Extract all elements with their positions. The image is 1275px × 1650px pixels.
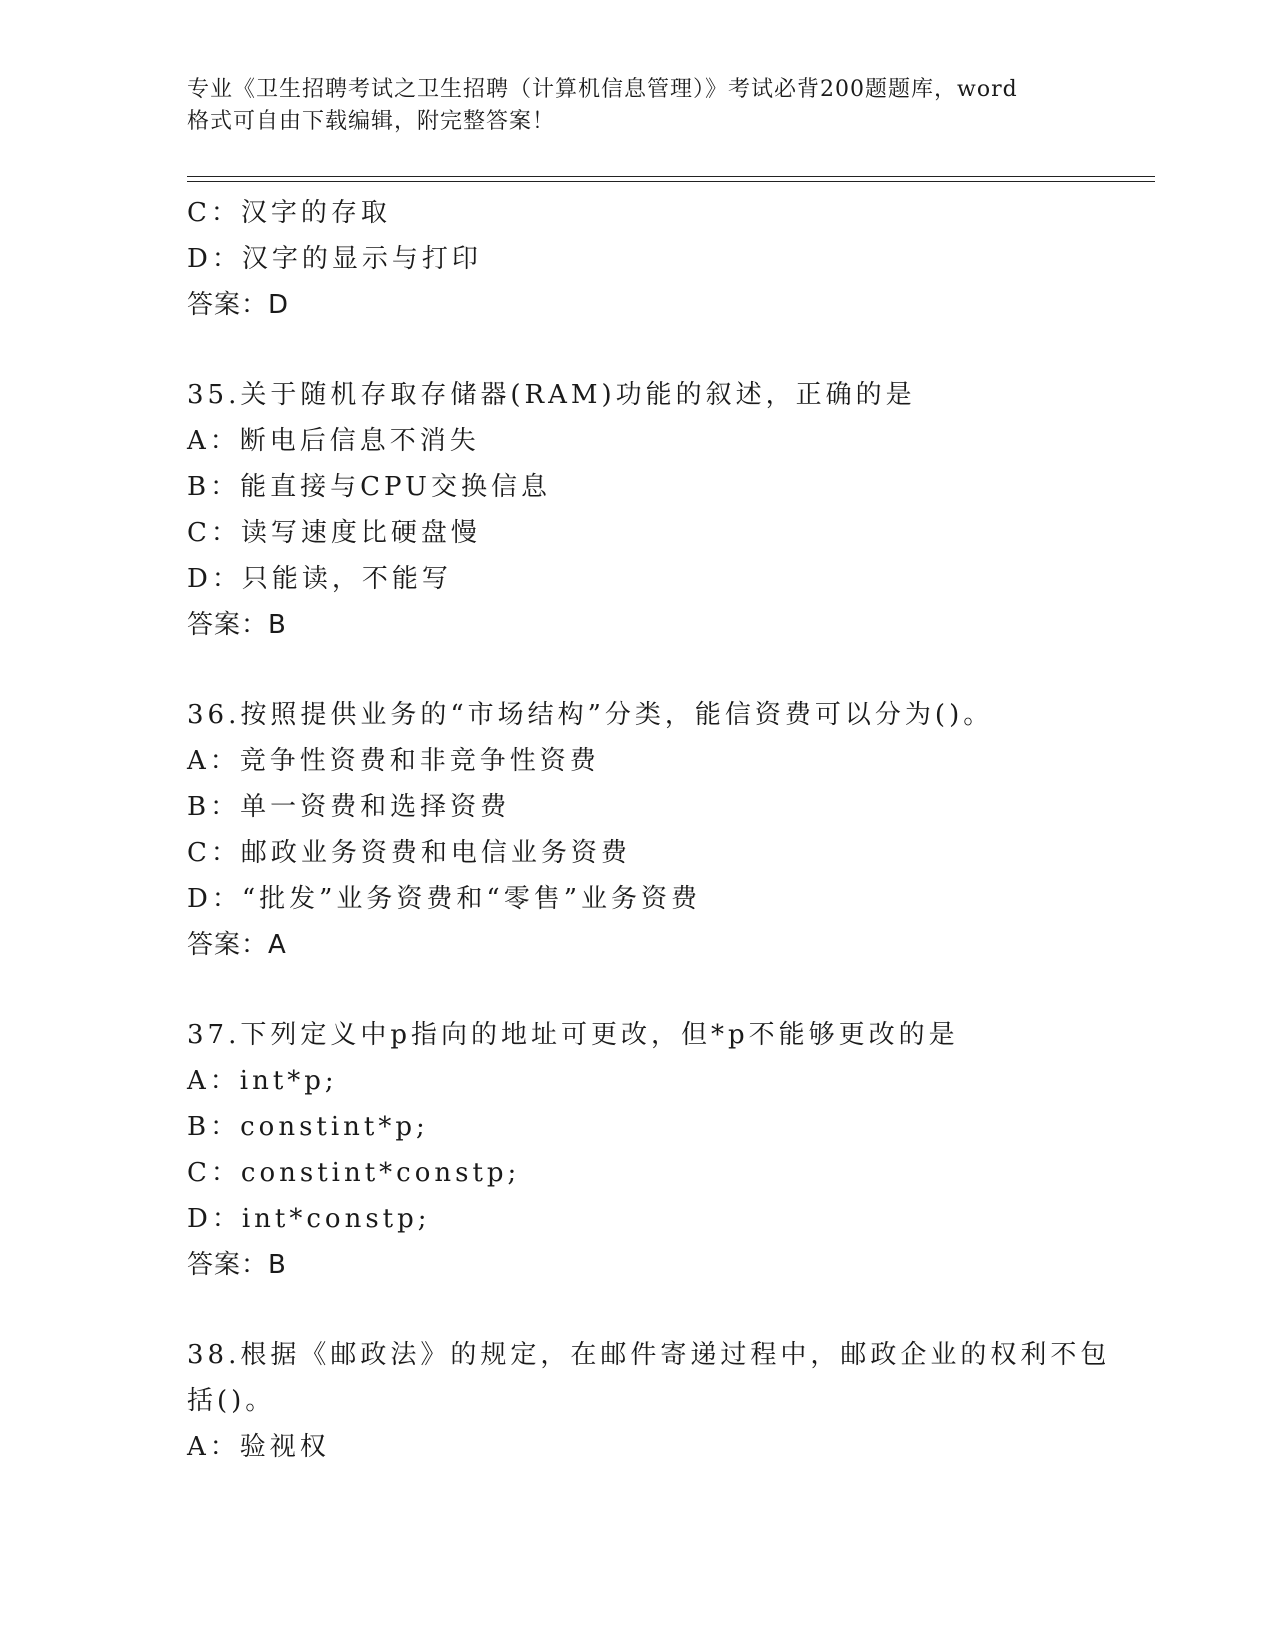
question-stem: 36.按照提供业务的“市场结构”分类，能信资费可以分为()。	[187, 700, 994, 730]
question-37	[187, 1012, 1087, 1288]
spacer	[187, 648, 1087, 692]
option-a: A：断电后信息不消失	[187, 426, 480, 456]
spacer	[187, 968, 1087, 1012]
option-d: D：汉字的显示与打印	[187, 244, 482, 274]
header-title-line-1: 专业《卫生招聘考试之卫生招聘（计算机信息管理）》考试必背200题题库，word	[187, 77, 1018, 102]
option-b: B：能直接与CPU交换信息	[187, 472, 551, 502]
question-stem-line-2: 括()。	[187, 1386, 276, 1416]
option-b: B：单一资费和选择资费	[187, 792, 511, 822]
header-divider-bottom	[187, 181, 1155, 182]
option-c: C：邮政业务资费和电信业务资费	[187, 838, 631, 868]
question-list	[187, 190, 1111, 1470]
question-34-continuation	[187, 190, 1087, 328]
option-d: D：只能读，不能写	[187, 564, 452, 594]
answer: 答案：D	[187, 290, 290, 320]
option-d: D：int*constp;	[187, 1204, 431, 1234]
header-title-line-2: 格式可自由下载编辑，附完整答案！	[187, 109, 556, 134]
question-stem-line-1: 38.根据《邮政法》的规定，在邮件寄递过程中，邮政企业的权利不包	[187, 1340, 1111, 1370]
question-35	[187, 372, 1087, 648]
spacer	[187, 1288, 1087, 1332]
option-c: C：constint*constp;	[187, 1158, 521, 1188]
question-stem: 35.关于随机存取存储器(RAM)功能的叙述，正确的是	[187, 380, 916, 410]
answer: 答案：A	[187, 930, 287, 960]
header-divider-top	[187, 176, 1155, 177]
option-a: A：验视权	[187, 1432, 330, 1462]
question-38	[187, 1332, 1111, 1470]
spacer	[187, 328, 1087, 372]
option-d: D：“批发”业务资费和“零售”业务资费	[187, 884, 702, 914]
document-header	[187, 74, 1087, 138]
option-c: C：读写速度比硬盘慢	[187, 518, 481, 548]
option-a: A：竞争性资费和非竞争性资费	[187, 746, 600, 776]
answer: 答案：B	[187, 610, 287, 640]
option-b: B：constint*p;	[187, 1112, 429, 1142]
answer: 答案：B	[187, 1250, 287, 1280]
question-stem: 37.下列定义中p指向的地址可更改，但*p不能够更改的是	[187, 1020, 959, 1050]
question-36	[187, 692, 1087, 968]
option-c: C：汉字的存取	[187, 198, 391, 228]
option-a: A：int*p;	[187, 1066, 338, 1096]
